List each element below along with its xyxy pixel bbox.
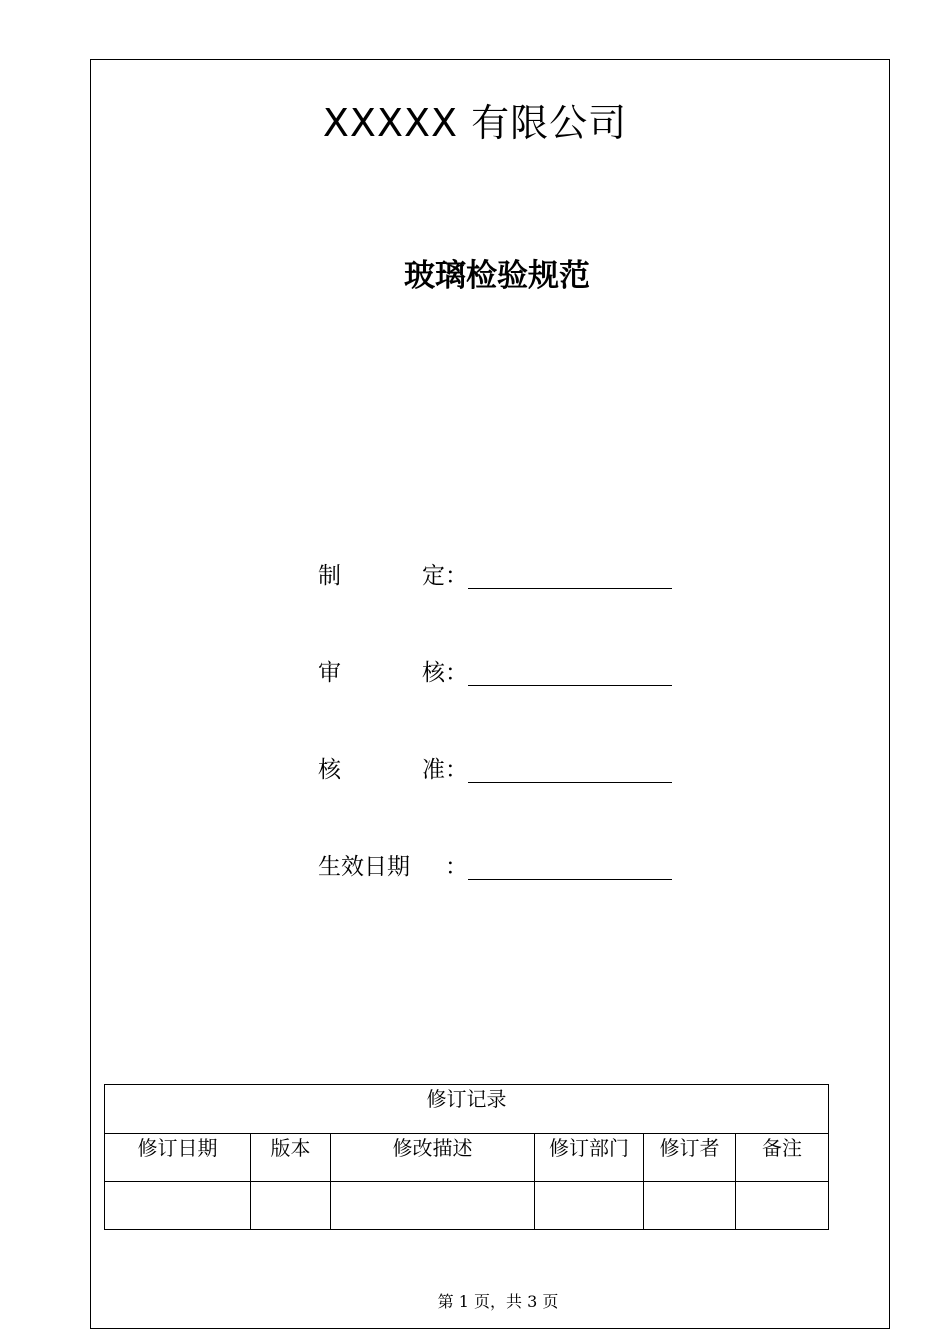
column-header: 版本 (251, 1134, 331, 1182)
signature-label-char: 审 (318, 660, 341, 686)
table-row (105, 1182, 829, 1230)
signature-label-char: 定 (422, 563, 445, 589)
signature-colon: ： (445, 757, 468, 783)
column-header: 修订日期 (105, 1134, 251, 1182)
table-cell[interactable] (644, 1182, 736, 1230)
signature-line-effective-date[interactable] (468, 853, 672, 880)
signature-colon: ： (445, 854, 468, 880)
table-cell[interactable] (535, 1182, 644, 1230)
effective-date-label: 生效日期 (318, 854, 410, 880)
table-cell[interactable] (331, 1182, 535, 1230)
signature-row-approved (318, 749, 672, 785)
revision-record-table (104, 1084, 829, 1230)
column-header: 备注 (736, 1134, 829, 1182)
column-header: 修改描述 (331, 1134, 535, 1182)
company-title: XXXXX 有限公司 (322, 101, 628, 145)
table-cell[interactable] (736, 1182, 829, 1230)
column-header: 修订部门 (535, 1134, 644, 1182)
signature-line-prepared[interactable] (468, 562, 672, 589)
signature-colon: ： (445, 660, 468, 686)
signature-label-char: 核 (318, 757, 341, 783)
signature-row-effective-date (318, 846, 672, 882)
signature-label-char: 准 (422, 757, 445, 783)
table-cell[interactable] (105, 1182, 251, 1230)
signature-colon: ： (445, 563, 468, 589)
page-number-footer: 第 1 页，共 3 页 (437, 1292, 559, 1311)
signature-row-prepared (318, 555, 672, 591)
signature-label-char: 核 (422, 660, 445, 686)
revision-table-header-row (105, 1134, 829, 1182)
signature-line-reviewed[interactable] (468, 659, 672, 686)
signature-line-approved[interactable] (468, 756, 672, 783)
signature-label-char: 制 (318, 563, 341, 589)
signature-row-reviewed (318, 652, 672, 688)
document-title: 玻璃检验规范 (404, 258, 590, 294)
revision-table-caption: 修订记录 (105, 1085, 829, 1134)
table-cell[interactable] (251, 1182, 331, 1230)
column-header: 修订者 (644, 1134, 736, 1182)
